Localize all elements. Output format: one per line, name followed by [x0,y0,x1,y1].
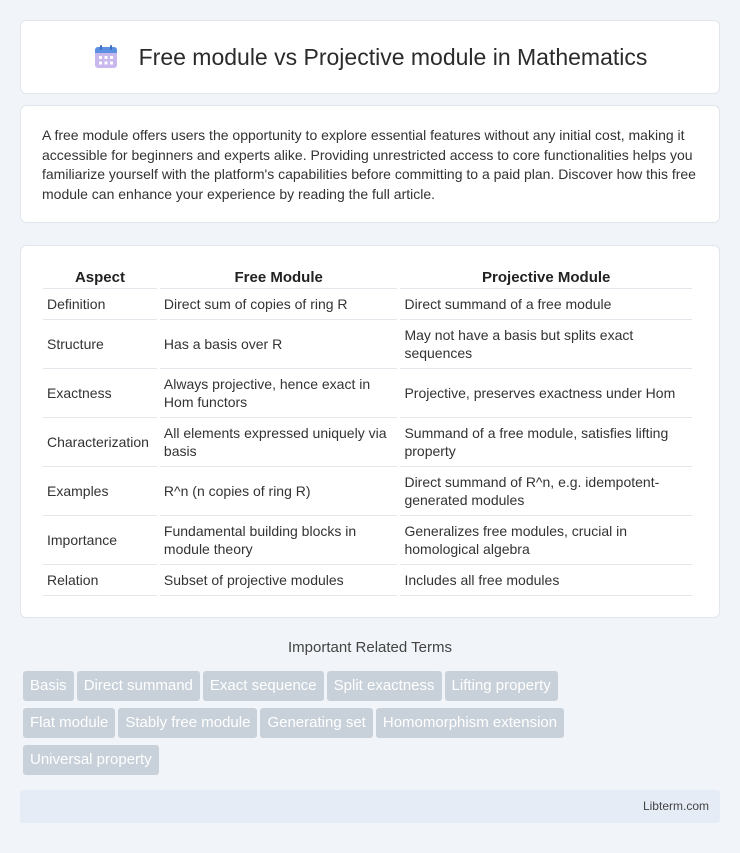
calendar-icon [93,44,119,70]
row-free-value: Always projective, hence exact in Hom functors [160,369,398,418]
comparison-card [20,245,720,618]
header-projective-module: Projective Module [400,266,692,289]
tag-stably-free-module[interactable]: Stably free module [118,708,257,738]
table-row [43,565,692,596]
tag-basis[interactable]: Basis [23,671,74,701]
header-free-module: Free Module [160,266,398,289]
table-row [43,320,692,369]
table-header-row [43,266,692,289]
row-projective-value: Includes all free modules [400,565,692,596]
row-free-value: All elements expressed uniquely via basis [160,418,398,467]
page-title: Free module vs Projective module in Mathematics [138,43,648,70]
intro-card [20,105,720,223]
footer-bar [20,790,720,823]
row-aspect: Structure [43,320,157,369]
row-free-value: R^n (n copies of ring R) [160,467,398,516]
related-terms-title: Important Related Terms [288,639,452,656]
tag-generating-set[interactable]: Generating set [260,708,372,738]
footer-site-link[interactable]: Libterm.com [642,799,709,813]
row-projective-value: May not have a basis but splits exact sequences [400,320,692,369]
table-row [43,516,692,565]
tag-exact-sequence[interactable]: Exact sequence [203,671,324,701]
table-row [43,289,692,320]
table-row [43,369,692,418]
intro-text: A free module offers users the opportunity to explore essential features without any initial cost, making it accessible for beginners and experts alike. Providing unrestricted access to core functionalities helps you familiarize yourself with the platform's capabilities before committing to a paid plan. Discover how this free module can enhance your experience by reading the full article. [42,127,696,202]
header-aspect: Aspect [43,266,157,289]
tag-direct-summand[interactable]: Direct summand [77,671,200,701]
row-aspect: Definition [43,289,157,320]
row-free-value: Has a basis over R [160,320,398,369]
row-aspect: Relation [43,565,157,596]
row-aspect: Examples [43,467,157,516]
row-projective-value: Generalizes free modules, crucial in homological algebra [400,516,692,565]
related-terms-list [23,671,643,782]
row-projective-value: Projective, preserves exactness under Hom [400,369,692,418]
comparison-table [40,266,695,596]
table-row [43,418,692,467]
row-aspect: Exactness [43,369,157,418]
tag-lifting-property[interactable]: Lifting property [445,671,558,701]
tag-universal-property[interactable]: Universal property [23,745,159,775]
tag-homomorphism-extension[interactable]: Homomorphism extension [376,708,564,738]
row-projective-value: Direct summand of R^n, e.g. idempotent-generated modules [400,467,692,516]
row-free-value: Subset of projective modules [160,565,398,596]
row-free-value: Fundamental building blocks in module theory [160,516,398,565]
row-projective-value: Direct summand of a free module [400,289,692,320]
header-card [20,20,720,94]
tag-flat-module[interactable]: Flat module [23,708,115,738]
table-row [43,467,692,516]
row-free-value: Direct sum of copies of ring R [160,289,398,320]
tag-split-exactness[interactable]: Split exactness [327,671,442,701]
row-aspect: Importance [43,516,157,565]
row-aspect: Characterization [43,418,157,467]
row-projective-value: Summand of a free module, satisfies lifting property [400,418,692,467]
